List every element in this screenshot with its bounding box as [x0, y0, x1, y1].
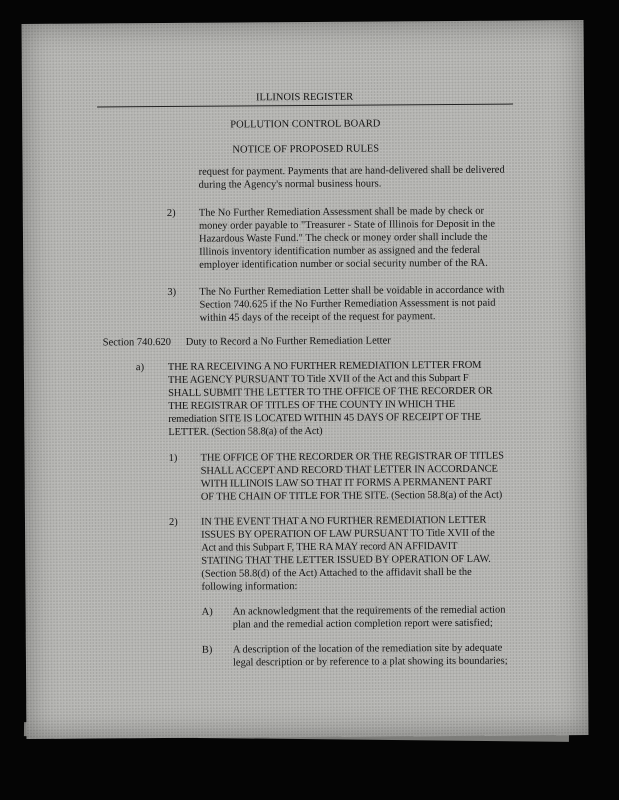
continuation-line: during the Agency's normal business hours.: [198, 178, 382, 191]
sub-B-number: B): [201, 644, 213, 656]
sub-A-line: An acknowledgment that the requirements of the remedial action: [232, 604, 506, 618]
para-2-line: Act and this Subpart F, THE RA MAY record AN AFFIDAVIT: [201, 540, 458, 554]
para-a-line: THE RA RECEIVING A NO FURTHER REMEDIATION LETTER FROM: [167, 359, 482, 373]
register-heading: ILLINOIS REGISTER: [255, 91, 354, 104]
para-a-line: THE AGENCY PURSUANT TO Title XVII of the Act and this Subpart F: [167, 372, 469, 386]
para-2-line: IN THE EVENT THAT A NO FURTHER REMEDIATION LETTER: [200, 514, 487, 528]
para-2-line: STATING THAT THE LETTER ISSUED BY OPERATION OF LAW.: [201, 553, 491, 567]
sub-A-number: A): [201, 606, 213, 618]
board-heading: POLLUTION CONTROL BOARD: [230, 118, 381, 131]
item-3-number: 3): [167, 286, 177, 298]
para-a-line: SHALL SUBMIT THE LETTER TO THE OFFICE OF THE RECORDER OR: [168, 385, 493, 399]
section-title: Duty to Record a No Further Remediation Letter: [185, 335, 391, 348]
para-1-number: 1): [168, 452, 178, 464]
item-2-line: Hazardous Waste Fund." The check or money order shall include the: [198, 231, 488, 245]
header-rule: [97, 104, 513, 108]
item-2-number: 2): [166, 207, 176, 219]
sub-B-line: legal description or by reference to a plat showing its boundaries;: [232, 655, 508, 669]
continuation-line: request for payment. Payments that are hand-delivered shall be delivered: [198, 164, 505, 178]
para-a-line: LETTER. (Section 58.8(a) of the Act): [168, 425, 323, 438]
item-2-line: The No Further Remediation Assessment shall be made by check or: [198, 205, 485, 219]
notice-heading: NOTICE OF PROPOSED RULES: [232, 143, 380, 156]
item-3-line: within 45 days of the receipt of the request for payment.: [199, 311, 436, 324]
item-3-line: Section 740.625 if the No Further Remediation Assessment is not paid: [199, 297, 496, 311]
para-1-line: OF THE CHAIN OF TITLE FOR THE SITE. (Section 58.8(a) of the Act): [200, 489, 503, 503]
para-2-line: (Section 58.8(d) of the Act) Attached to the affidavit shall be the: [201, 566, 472, 580]
para-2-line: following information:: [201, 581, 298, 593]
item-3-line: The No Further Remediation Letter shall be voidable in accordance with: [199, 284, 505, 298]
para-1-line: SHALL ACCEPT AND RECORD THAT LETTER IN ACCORDANCE: [200, 463, 498, 477]
section-number: Section 740.620: [102, 336, 172, 349]
para-a-line: remediation SITE IS LOCATED WITHIN 45 DAYS OF RECEIPT OF THE: [168, 411, 481, 425]
para-2-line: ISSUES BY OPERATION OF LAW PURSUANT TO Title XVII of the: [201, 527, 495, 541]
scanned-page: [22, 20, 589, 739]
para-1-line: THE OFFICE OF THE RECORDER OR THE REGISTRAR OF TITLES: [200, 450, 504, 464]
sub-B-line: A description of the location of the remediation site by adequate: [232, 642, 503, 656]
item-2-line: Illinois inventory identification number as assigned and the federal: [199, 244, 481, 258]
sub-A-line: plan and the remedial action completion report were satisfied;: [232, 617, 493, 631]
item-2-line: money order payable to "Treasurer - State of Illinois for Deposit in the: [198, 218, 496, 232]
para-a-number: a): [135, 362, 145, 374]
para-2-number: 2): [168, 516, 178, 528]
para-a-line: THE REGISTRAR OF TITLES OF THE COUNTY IN WHICH THE: [168, 398, 456, 412]
para-1-line: WITH ILLINOIS LAW SO THAT IT FORMS A PERMANENT PART: [200, 476, 493, 490]
item-2-line: employer identification number or social security number of the RA.: [199, 257, 488, 271]
